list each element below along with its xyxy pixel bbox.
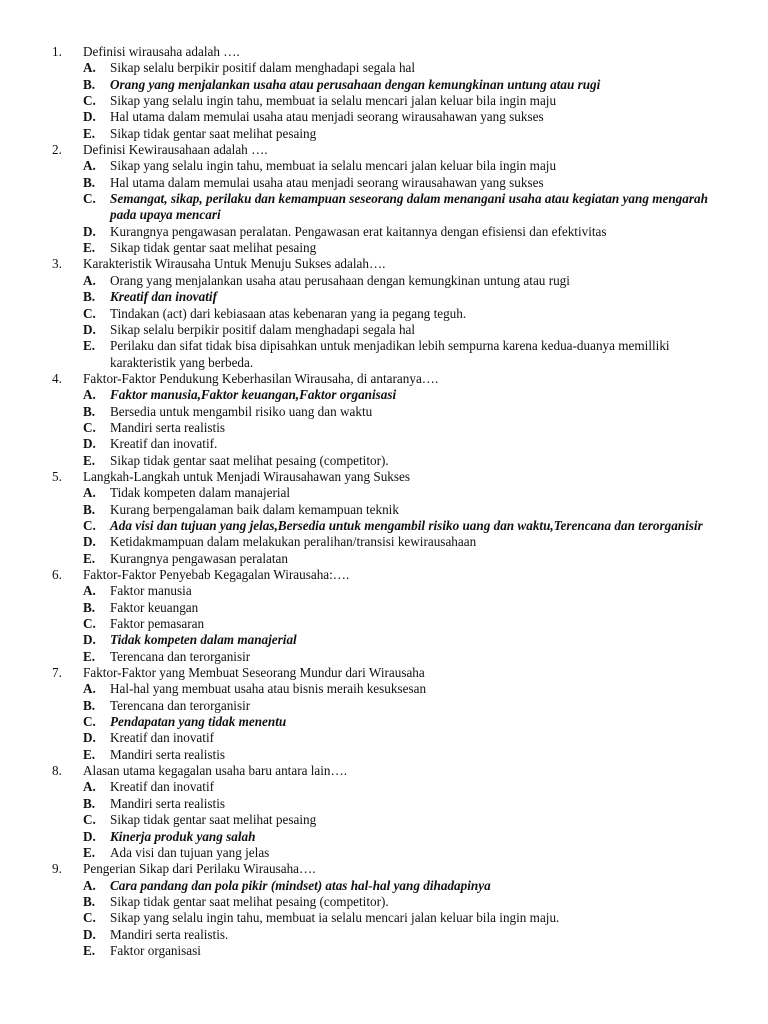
answer-option — [0, 894, 768, 910]
option-letter: E. — [83, 338, 96, 354]
answer-option — [0, 453, 768, 469]
option-letter: B. — [83, 76, 96, 92]
question-text: Karakteristik Wirausaha Untuk Menuju Sukses adalah…. — [83, 256, 386, 272]
option-letter: E. — [83, 648, 96, 664]
answer-option — [0, 436, 768, 452]
option-text: Tindakan (act) dari kebiasaan atas kebenaran yang ia pegang teguh. — [110, 305, 467, 321]
option-letter: A. — [83, 158, 96, 174]
option-letter: C. — [83, 305, 96, 321]
answer-option — [0, 93, 768, 109]
option-text: Faktor organisasi — [110, 942, 201, 958]
option-text: Sikap tidak gentar saat melihat pesaing (competitor). — [110, 893, 389, 909]
answer-option — [0, 175, 768, 191]
option-text: Tidak kompeten dalam manajerial — [110, 632, 297, 648]
question-text: Faktor-Faktor Penyebab Kegagalan Wirausaha:…. — [83, 567, 350, 582]
answer-option — [0, 943, 768, 959]
option-letter: E. — [83, 746, 96, 762]
option-letter: A. — [83, 681, 96, 697]
answer-option-correct — [0, 878, 768, 894]
option-letter: E. — [83, 240, 96, 256]
question-text: Langkah-Langkah untuk Menjadi Wirausahawan yang Sukses — [83, 468, 410, 484]
option-text: Faktor manusia,Faktor keuangan,Faktor organisasi — [110, 387, 397, 403]
answer-option — [0, 616, 768, 632]
question-line — [0, 256, 768, 272]
answer-option-correct — [0, 191, 768, 224]
option-letter: E. — [83, 942, 96, 958]
option-letter: B. — [83, 403, 96, 419]
option-text: Sikap yang selalu ingin tahu, membuat ia selalu mencari jalan keluar bila ingin maju. — [110, 910, 560, 926]
option-text: Sikap tidak gentar saat melihat pesaing — [110, 125, 317, 141]
option-letter: C. — [83, 93, 96, 109]
question-number: 5. — [52, 468, 62, 484]
answer-option — [0, 306, 768, 322]
answer-option — [0, 338, 768, 371]
option-letter: B. — [83, 893, 96, 909]
question-number: 7. — [52, 665, 62, 681]
option-text: Hal utama dalam memulai usaha atau menjadi seorang wirausahawan yang sukses — [110, 174, 544, 190]
question-text: Faktor-Faktor yang Membuat Seseorang Mundur dari Wirausaha — [83, 665, 425, 681]
question-line — [0, 44, 768, 60]
option-text: Kreatif dan inovatif — [110, 779, 214, 795]
answer-option — [0, 583, 768, 599]
question-item — [0, 861, 768, 959]
option-letter: C. — [83, 419, 96, 435]
option-letter: C. — [83, 910, 96, 926]
question-item — [0, 665, 768, 763]
question-text: Definisi Kewirausahaan adalah …. — [83, 142, 268, 158]
option-text: Sikap selalu berpikir positif dalam menghadapi segala hal — [110, 321, 416, 337]
option-text: Bersedia untuk mengambil risiko uang dan waktu — [110, 403, 373, 419]
answer-option-correct — [0, 714, 768, 730]
option-letter: A. — [83, 877, 96, 893]
option-text: Sikap yang selalu ingin tahu, membuat ia selalu mencari jalan keluar bila ingin maju — [110, 158, 557, 174]
answer-option — [0, 485, 768, 501]
option-text: Sikap tidak gentar saat melihat pesaing — [110, 240, 317, 256]
option-text: Orang yang menjalankan usaha atau perusahaan dengan kemungkinan untung atau rugi — [110, 272, 570, 288]
answer-option — [0, 747, 768, 763]
option-letter: A. — [83, 272, 96, 288]
option-letter: B. — [83, 795, 96, 811]
answer-option — [0, 273, 768, 289]
answer-option — [0, 534, 768, 550]
answer-option — [0, 649, 768, 665]
option-letter: D. — [83, 223, 96, 239]
option-letter: D. — [83, 926, 96, 942]
question-text: Definisi wirausaha adalah …. — [83, 44, 240, 59]
answer-option — [0, 845, 768, 861]
option-text: Mandiri serta realistis — [110, 746, 225, 762]
question-item — [0, 44, 768, 142]
option-text: Semangat, sikap, perilaku dan kemampuan seseorang dalam menangani usaha atau kegiatan yang mengarah pada upaya mencari — [110, 191, 708, 223]
answer-option — [0, 927, 768, 943]
answer-option-correct — [0, 387, 768, 403]
answer-option — [0, 60, 768, 76]
option-letter: C. — [83, 517, 96, 533]
option-text: Perilaku dan sifat tidak bisa dipisahkan untuk menjadikan lebih sempurna karena kedua-duanya memilliki karakteristik yang berbeda. — [110, 338, 670, 370]
option-letter: D. — [83, 828, 96, 844]
answer-option — [0, 158, 768, 174]
option-letter: D. — [83, 436, 96, 452]
option-letter: B. — [83, 174, 96, 190]
option-text: Sikap yang selalu ingin tahu, membuat ia selalu mencari jalan keluar bila ingin maju — [110, 93, 557, 109]
answer-option — [0, 224, 768, 240]
option-letter: C. — [83, 616, 96, 632]
option-text: Kurang berpengalaman baik dalam kemampuan teknik — [110, 501, 399, 517]
question-text: Alasan utama kegagalan usaha baru antara lain…. — [83, 763, 348, 779]
option-letter: D. — [83, 730, 96, 746]
question-number: 2. — [52, 142, 62, 158]
answer-option — [0, 681, 768, 697]
option-text: Tidak kompeten dalam manajerial — [110, 485, 291, 501]
answer-option-correct — [0, 829, 768, 845]
option-text: Sikap tidak gentar saat melihat pesaing — [110, 812, 317, 828]
option-text: Faktor keuangan — [110, 599, 199, 615]
option-letter: A. — [83, 779, 96, 795]
answer-option — [0, 502, 768, 518]
question-line — [0, 371, 768, 387]
question-number: 1. — [52, 44, 62, 59]
option-letter: C. — [83, 714, 96, 730]
option-text: Ada visi dan tujuan yang jelas — [110, 844, 270, 860]
option-text: Kreatif dan inovatif. — [110, 436, 218, 452]
option-letter: A. — [83, 485, 96, 501]
answer-option — [0, 698, 768, 714]
option-text: Faktor manusia — [110, 583, 192, 599]
option-letter: A. — [83, 60, 96, 76]
answer-option — [0, 404, 768, 420]
option-text: Faktor pemasaran — [110, 616, 205, 632]
answer-option — [0, 796, 768, 812]
option-text: Hal utama dalam memulai usaha atau menjadi seorang wirausahawan yang sukses — [110, 109, 544, 125]
option-letter: B. — [83, 697, 96, 713]
option-letter: C. — [83, 812, 96, 828]
question-number: 3. — [52, 256, 62, 272]
question-number: 6. — [52, 567, 62, 582]
answer-option — [0, 812, 768, 828]
answer-option-correct — [0, 632, 768, 648]
option-letter: A. — [83, 387, 96, 403]
option-letter: E. — [83, 125, 96, 141]
answer-option — [0, 240, 768, 256]
answer-option — [0, 126, 768, 142]
question-list — [0, 44, 768, 959]
option-letter: C. — [83, 191, 96, 207]
option-text: Kreatif dan inovatif — [110, 730, 214, 746]
question-line — [0, 567, 768, 583]
option-text: Ketidakmampuan dalam melakukan peralihan/transisi kewirausahaan — [110, 534, 477, 550]
option-text: Mandiri serta realistis — [110, 795, 225, 811]
question-item — [0, 763, 768, 861]
answer-option — [0, 779, 768, 795]
option-text: Hal-hal yang membuat usaha atau bisnis meraih kesuksesan — [110, 681, 427, 697]
question-line — [0, 469, 768, 485]
option-text: Terencana dan terorganisir — [110, 648, 251, 664]
answer-option — [0, 910, 768, 926]
question-line — [0, 763, 768, 779]
answer-option — [0, 551, 768, 567]
option-text: Cara pandang dan pola pikir (mindset) atas hal-hal yang dihadapinya — [110, 877, 491, 893]
answer-option-correct — [0, 77, 768, 93]
option-letter: B. — [83, 599, 96, 615]
question-item — [0, 256, 768, 370]
option-text: Sikap selalu berpikir positif dalam menghadapi segala hal — [110, 60, 416, 76]
question-number: 9. — [52, 861, 62, 877]
answer-option — [0, 600, 768, 616]
option-text: Kurangnya pengawasan peralatan. Pengawasan erat kaitannya dengan efisiensi dan efektivitas — [110, 223, 607, 239]
option-text: Sikap tidak gentar saat melihat pesaing (competitor). — [110, 452, 389, 468]
option-text: Terencana dan terorganisir — [110, 697, 251, 713]
question-line — [0, 861, 768, 877]
option-letter: A. — [83, 583, 96, 599]
question-item — [0, 567, 768, 665]
question-line — [0, 665, 768, 681]
option-text: Mandiri serta realistis — [110, 419, 225, 435]
question-number: 4. — [52, 370, 62, 386]
answer-option — [0, 322, 768, 338]
question-item — [0, 142, 768, 256]
option-letter: B. — [83, 289, 96, 305]
answer-option — [0, 420, 768, 436]
question-text: Pengerian Sikap dari Perilaku Wirausaha…. — [83, 861, 316, 877]
option-letter: D. — [83, 632, 96, 648]
answer-option — [0, 730, 768, 746]
option-text: Orang yang menjalankan usaha atau perusahaan dengan kemungkinan untung atau rugi — [110, 76, 601, 92]
answer-option-correct — [0, 518, 768, 534]
answer-option-correct — [0, 289, 768, 305]
option-letter: E. — [83, 452, 96, 468]
option-letter: D. — [83, 321, 96, 337]
question-number: 8. — [52, 763, 62, 779]
option-text: Pendapatan yang tidak menentu — [110, 714, 287, 730]
question-text: Faktor-Faktor Pendukung Keberhasilan Wirausaha, di antaranya…. — [83, 370, 439, 386]
option-letter: D. — [83, 534, 96, 550]
question-item — [0, 469, 768, 567]
option-letter: D. — [83, 109, 96, 125]
option-text: Mandiri serta realistis. — [110, 926, 229, 942]
option-letter: E. — [83, 550, 96, 566]
answer-option — [0, 109, 768, 125]
option-text: Kurangnya pengawasan peralatan — [110, 550, 288, 566]
option-text: Kreatif dan inovatif — [110, 289, 217, 305]
question-line — [0, 142, 768, 158]
option-text: Ada visi dan tujuan yang jelas,Bersedia untuk mengambil risiko uang dan waktu,Terencana dan terorganisir — [110, 517, 703, 533]
question-item — [0, 371, 768, 469]
option-text: Kinerja produk yang salah — [110, 828, 256, 844]
option-letter: B. — [83, 501, 96, 517]
option-letter: E. — [83, 844, 96, 860]
